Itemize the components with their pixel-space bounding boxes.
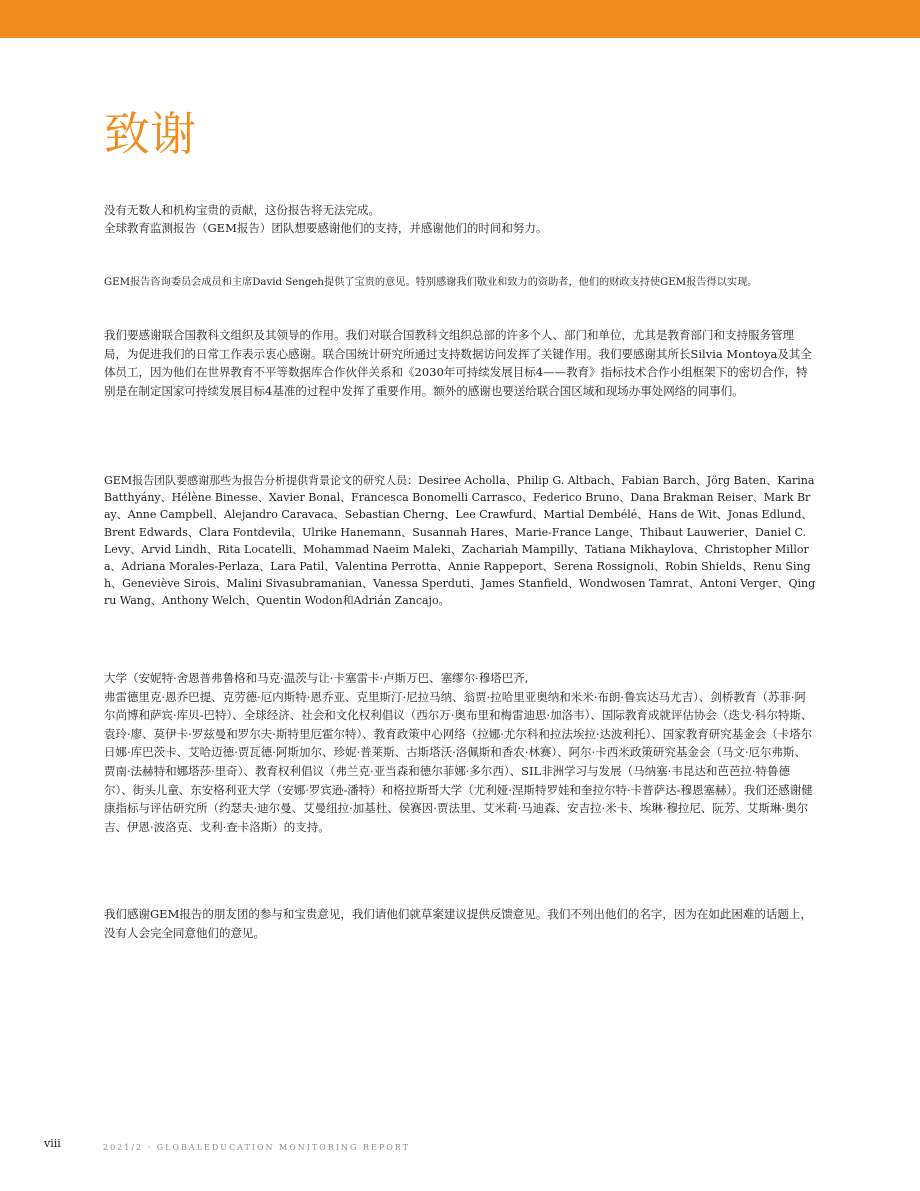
- researchers-paragraph: GEM报告团队要感谢那些为报告分析提供背景论文的研究人员：Desiree Acholla、Philip G. Altbach、Fabian Barch、Jörg Baten、Karina Batthyány、Hélène Binesse、Xavier Bonal、Francesca Bonomelli Carrasco、Federico Bruno、Dana Brakman Reiser、Mark Bray、Anne Campbell、Alejandro Caravaca、Sebastian Cherng、Lee Crawfurd、Martial Dembélé、Hans de Wit、Jonas Edlund、Brent Edwards、Clara Fontdevila、Ulrike Hanemann、Susannah Hares、Marie-France Lange、Thibaut Lauwerier、Daniel C. Levy、Arvid Lindh、Rita Locatelli、Mohammad Naeim Maleki、Zachariah Mampilly、Tatiana Mikhaylova、Christopher Millora、Adriana Morales-Perlaza、Lara Patil、Valentina Perrotta、Annie Rappeport、Serena Rossignoli、Robin Shields、Renu Singh、Geneviève Sirois、Malini Sivasubramanian、Vanessa Sperduti、James Stanfield、Wondwosen Tamrat、Antoni Verger、Qingru Wang、Anthony Welch、Quentin Wodon和Adrián Zancajo。: [104, 474, 816, 608]
- institutions-body: 弗雷德里克·恩乔巴提、克劳德·厄内斯特·恩乔亚、克里斯汀·尼拉马纳、翁贾·拉哈里亚奥纳和米米·布朗·鲁宾达马尤吉）、剑桥教育（苏菲·阿尔尚博和萨宾·库贝-巴特）、全球经济、社会和文化权利倡议（西尔万·奥布里和梅雷迪思·加洛韦）、国际教育成就评估协会（迭戈·科尔特斯、袁玲·廖、莫伊卡·罗兹曼和罗尔夫·斯特里厄霍尔特）、教育政策中心网络（拉娜·尤尔科和拉法埃拉·达波利托）、国家教育研究基金会（卡塔尔日娜·库巴茨卡、艾哈迈德·贾瓦德·阿斯加尔、珍妮·普莱斯、古斯塔沃·洛佩斯和香农·林赛）、阿尔·卡西米政策研究基金会（马文·厄尔弗斯、贾南·法赫特和娜塔莎·里奇）、教育权利倡议（弗兰克·亚当森和德尔菲娜·多尔西）、SIL非洲学习与发展（马纳塞·韦昆达和芭芭拉·特鲁德尔）、街头儿童、东安格利亚大学（安娜·罗宾逊-潘特）和格拉斯哥大学（尤利娅·涅斯特罗娃和奎拉尔特·卡普萨达-穆恩塞赫）。我们还感谢健康指标与评估研究所（约瑟夫·迪尔曼、艾曼纽拉·加基杜、侯赛因·贾法里、艾米莉·马迪森、安吉拉·米卡、埃琳·穆拉尼、阮芳、艾斯琳·奥尔吉、伊恩·波洛克、戈利·查卡洛斯）的支持。: [104, 689, 813, 834]
- institutions-paragraph: [104, 669, 816, 836]
- institutions-line-1: 大学（安妮特·舍恩普弗鲁格和马克·温茨与让·卡塞雷卡·卢斯万巴、塞缪尔·穆塔巴齐,: [104, 671, 529, 685]
- intro-line-1: 没有无数人和机构宝贵的贡献，这份报告将无法完成。: [104, 203, 380, 217]
- intro-paragraph: [104, 201, 816, 237]
- unesco-paragraph: 我们要感谢联合国教科文组织及其领导的作用。我们对联合国教科文组织总部的许多个人、部门和单位，尤其是教育部门和支持服务管理局，为促进我们的日常工作表示衷心感谢。联合国统计研究所通过支持数据访问发挥了关键作用。我们要感谢其所长Silvia Montoya及其全体员工，因为他们在世界教育不平等数据库合作伙伴关系和《2030年可持续发展目标4——教育》指标技术合作小组框架下的密切合作，特别是在制定国家可持续发展目标4基准的过程中发挥了重要作用。额外的感谢也要送给联合国区域和现场办事处网络的同事们。: [104, 328, 812, 398]
- friends-paragraph: 我们感谢GEM报告的朋友团的参与和宝贵意见，我们请他们就草案建议提供反馈意见。我们不列出他们的名字，因为在如此困难的话题上，没有人会完全同意他们的意见。: [104, 907, 812, 940]
- page-number: viii: [44, 1137, 61, 1150]
- header-accent-bar: [0, 0, 920, 38]
- page-title: 致谢: [104, 107, 196, 161]
- running-footer: 2021/2 · GLOBALEDUCATION MONITORING REPORT: [103, 1143, 411, 1152]
- advisory-board-paragraph: GEM报告咨询委员会成员和主席David Sengeh提供了宝贵的意见。特别感谢我们敬业和致力的资助者，他们的财政支持使GEM报告得以实现。: [104, 277, 758, 288]
- intro-line-2: 全球教育监测报告（GEM报告）团队想要感谢他们的支持，并感谢他们的时间和努力。: [104, 221, 548, 235]
